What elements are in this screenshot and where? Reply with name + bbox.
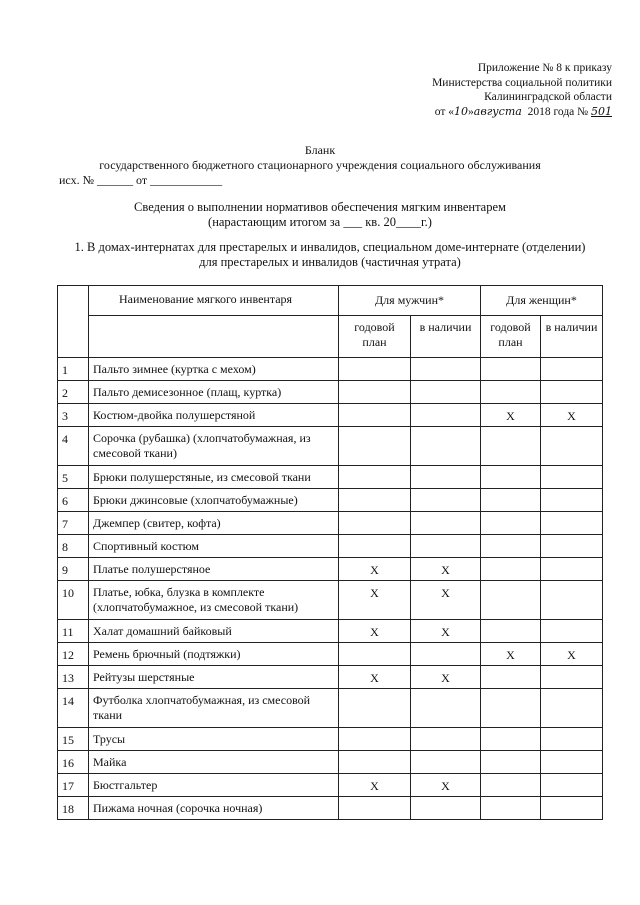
men-plan-cell (339, 751, 411, 774)
women-plan-cell (481, 427, 541, 466)
women-plan-cell (481, 774, 541, 797)
women-plan-cell (481, 558, 541, 581)
women-plan-cell: X (481, 404, 541, 427)
women-plan-cell (481, 358, 541, 381)
handwritten-day: 10 (454, 104, 469, 118)
institution-type: государственного бюджетного стационарного учреждения социального обслуживания (99, 158, 541, 172)
men-plan-cell (339, 358, 411, 381)
header-women-group: Для женщин* (481, 286, 603, 316)
women-plan-cell (481, 381, 541, 404)
row-number: 1 (58, 358, 89, 381)
women-have-cell (541, 689, 603, 728)
men-have-cell (411, 751, 481, 774)
men-have-cell (411, 797, 481, 820)
women-plan-cell (481, 581, 541, 620)
row-number: 12 (58, 643, 89, 666)
men-have-cell: X (411, 558, 481, 581)
women-have-cell (541, 489, 603, 512)
header-women-have: в наличии (541, 316, 603, 358)
table-row (58, 558, 603, 581)
men-plan-cell (339, 689, 411, 728)
report-heading (0, 200, 640, 230)
table-row (58, 535, 603, 558)
table-row (58, 581, 603, 620)
women-have-cell (541, 427, 603, 466)
women-plan-cell (481, 797, 541, 820)
header-men-group: Для мужчин* (339, 286, 481, 316)
header-item-name: Наименование мягкого инвентаря (89, 286, 339, 316)
item-name: Майка (89, 751, 339, 774)
men-have-cell (411, 404, 481, 427)
handwritten-month: августа (473, 104, 522, 118)
table-row (58, 774, 603, 797)
item-name: Брюки джинсовые (хлопчатобумажные) (89, 489, 339, 512)
row-number: 6 (58, 489, 89, 512)
men-plan-cell (339, 535, 411, 558)
table-row (58, 512, 603, 535)
item-name: Платье, юбка, блузка в комплекте (хлопчатобумажное, из смесовой ткани) (89, 581, 339, 620)
row-number: 9 (58, 558, 89, 581)
item-name: Платье полушерстяное (89, 558, 339, 581)
appendix-line-1: Приложение № 8 к приказу (477, 62, 612, 74)
item-name: Ремень брючный (подтяжки) (89, 643, 339, 666)
men-have-cell: X (411, 666, 481, 689)
women-have-cell (541, 358, 603, 381)
women-have-cell (541, 381, 603, 404)
women-plan-cell (481, 689, 541, 728)
men-have-cell: X (411, 620, 481, 643)
table-row (58, 489, 603, 512)
date-mid: » (468, 105, 474, 118)
report-heading-line-2: (нарастающим итогом за ___ кв. 20____г.) (208, 215, 432, 229)
women-have-cell (541, 535, 603, 558)
men-have-cell (411, 689, 481, 728)
section-heading-line-1: 1. В домах-интернатах для престарелых и инвалидов, специальном доме-интернате (отделении) (74, 240, 586, 254)
table-row (58, 689, 603, 728)
item-name: Трусы (89, 728, 339, 751)
table-row (58, 751, 603, 774)
women-have-cell (541, 797, 603, 820)
table-row (58, 728, 603, 751)
men-plan-cell (339, 797, 411, 820)
women-plan-cell (481, 620, 541, 643)
item-name: Футболка хлопчатобумажная, из смесовой ткани (89, 689, 339, 728)
women-plan-cell (481, 666, 541, 689)
header-men-plan: годовой план (339, 316, 411, 358)
row-number: 8 (58, 535, 89, 558)
table-row (58, 666, 603, 689)
header-men-have: в наличии (411, 316, 481, 358)
inventory-table (57, 285, 603, 820)
item-name: Рейтузы шерстяные (89, 666, 339, 689)
item-name: Бюстгальтер (89, 774, 339, 797)
appendix-date-line (432, 105, 612, 120)
men-plan-cell: X (339, 774, 411, 797)
item-name: Спортивный костюм (89, 535, 339, 558)
men-plan-cell (339, 728, 411, 751)
men-have-cell (411, 728, 481, 751)
table-row (58, 466, 603, 489)
handwritten-order-number: 501 (591, 104, 612, 118)
men-have-cell (411, 489, 481, 512)
outgoing-number-line: исх. № ______ от ____________ (59, 173, 223, 187)
item-name: Брюки полушерстяные, из смесовой ткани (89, 466, 339, 489)
row-number: 5 (58, 466, 89, 489)
date-year: 2018 года № (527, 105, 589, 118)
men-plan-cell (339, 466, 411, 489)
men-plan-cell (339, 512, 411, 535)
item-name: Пальто зимнее (куртка с мехом) (89, 358, 339, 381)
women-plan-cell (481, 728, 541, 751)
form-title: Бланк (304, 143, 336, 157)
women-plan-cell (481, 751, 541, 774)
table-row (58, 643, 603, 666)
men-plan-cell (339, 381, 411, 404)
item-name: Пижама ночная (сорочка ночная) (89, 797, 339, 820)
men-have-cell (411, 358, 481, 381)
row-number: 11 (58, 620, 89, 643)
men-have-cell: X (411, 774, 481, 797)
row-number: 3 (58, 404, 89, 427)
women-have-cell (541, 466, 603, 489)
men-plan-cell: X (339, 620, 411, 643)
men-plan-cell (339, 404, 411, 427)
women-have-cell (541, 666, 603, 689)
women-have-cell (541, 558, 603, 581)
table-row (58, 427, 603, 466)
appendix-header (432, 61, 612, 119)
row-number: 13 (58, 666, 89, 689)
women-plan-cell (481, 535, 541, 558)
women-have-cell: X (541, 643, 603, 666)
item-name: Джемпер (свитер, кофта) (89, 512, 339, 535)
men-plan-cell: X (339, 666, 411, 689)
men-plan-cell (339, 489, 411, 512)
row-number: 17 (58, 774, 89, 797)
row-number: 15 (58, 728, 89, 751)
men-have-cell (411, 427, 481, 466)
table-row (58, 381, 603, 404)
row-number: 18 (58, 797, 89, 820)
women-have-cell (541, 774, 603, 797)
men-have-cell: X (411, 581, 481, 620)
row-number: 10 (58, 581, 89, 620)
row-number: 14 (58, 689, 89, 728)
women-plan-cell (481, 489, 541, 512)
women-plan-cell (481, 512, 541, 535)
row-number: 16 (58, 751, 89, 774)
row-number: 2 (58, 381, 89, 404)
inventory-table-wrap (57, 285, 603, 820)
header-women-plan: годовой план (481, 316, 541, 358)
item-name: Пальто демисезонное (плащ, куртка) (89, 381, 339, 404)
men-have-cell (411, 381, 481, 404)
date-prefix: от « (434, 105, 455, 118)
form-title-block (0, 143, 640, 173)
row-number: 7 (58, 512, 89, 535)
men-have-cell (411, 535, 481, 558)
table-row (58, 404, 603, 427)
men-plan-cell: X (339, 581, 411, 620)
men-have-cell (411, 643, 481, 666)
report-heading-line-1: Сведения о выполнении нормативов обеспечения мягким инвентарем (134, 200, 506, 214)
men-plan-cell (339, 427, 411, 466)
appendix-line-3: Калининградской области (484, 91, 612, 103)
women-have-cell: X (541, 404, 603, 427)
item-name: Сорочка (рубашка) (хлопчатобумажная, из смесовой ткани) (89, 427, 339, 466)
women-have-cell (541, 512, 603, 535)
women-plan-cell (481, 466, 541, 489)
header-name-empty (89, 316, 339, 358)
item-name: Костюм-двойка полушерстяной (89, 404, 339, 427)
women-have-cell (541, 751, 603, 774)
women-have-cell (541, 620, 603, 643)
header-number-cell (58, 286, 89, 358)
women-plan-cell: X (481, 643, 541, 666)
men-plan-cell: X (339, 558, 411, 581)
table-row (58, 620, 603, 643)
men-have-cell (411, 512, 481, 535)
table-row (58, 358, 603, 381)
men-have-cell (411, 466, 481, 489)
women-have-cell (541, 728, 603, 751)
section-heading (40, 240, 620, 270)
row-number: 4 (58, 427, 89, 466)
section-heading-line-2: для престарелых и инвалидов (частичная утрата) (199, 255, 461, 269)
item-name: Халат домашний байковый (89, 620, 339, 643)
men-plan-cell (339, 643, 411, 666)
table-row (58, 797, 603, 820)
appendix-line-2: Министерства социальной политики (432, 76, 612, 89)
women-have-cell (541, 581, 603, 620)
